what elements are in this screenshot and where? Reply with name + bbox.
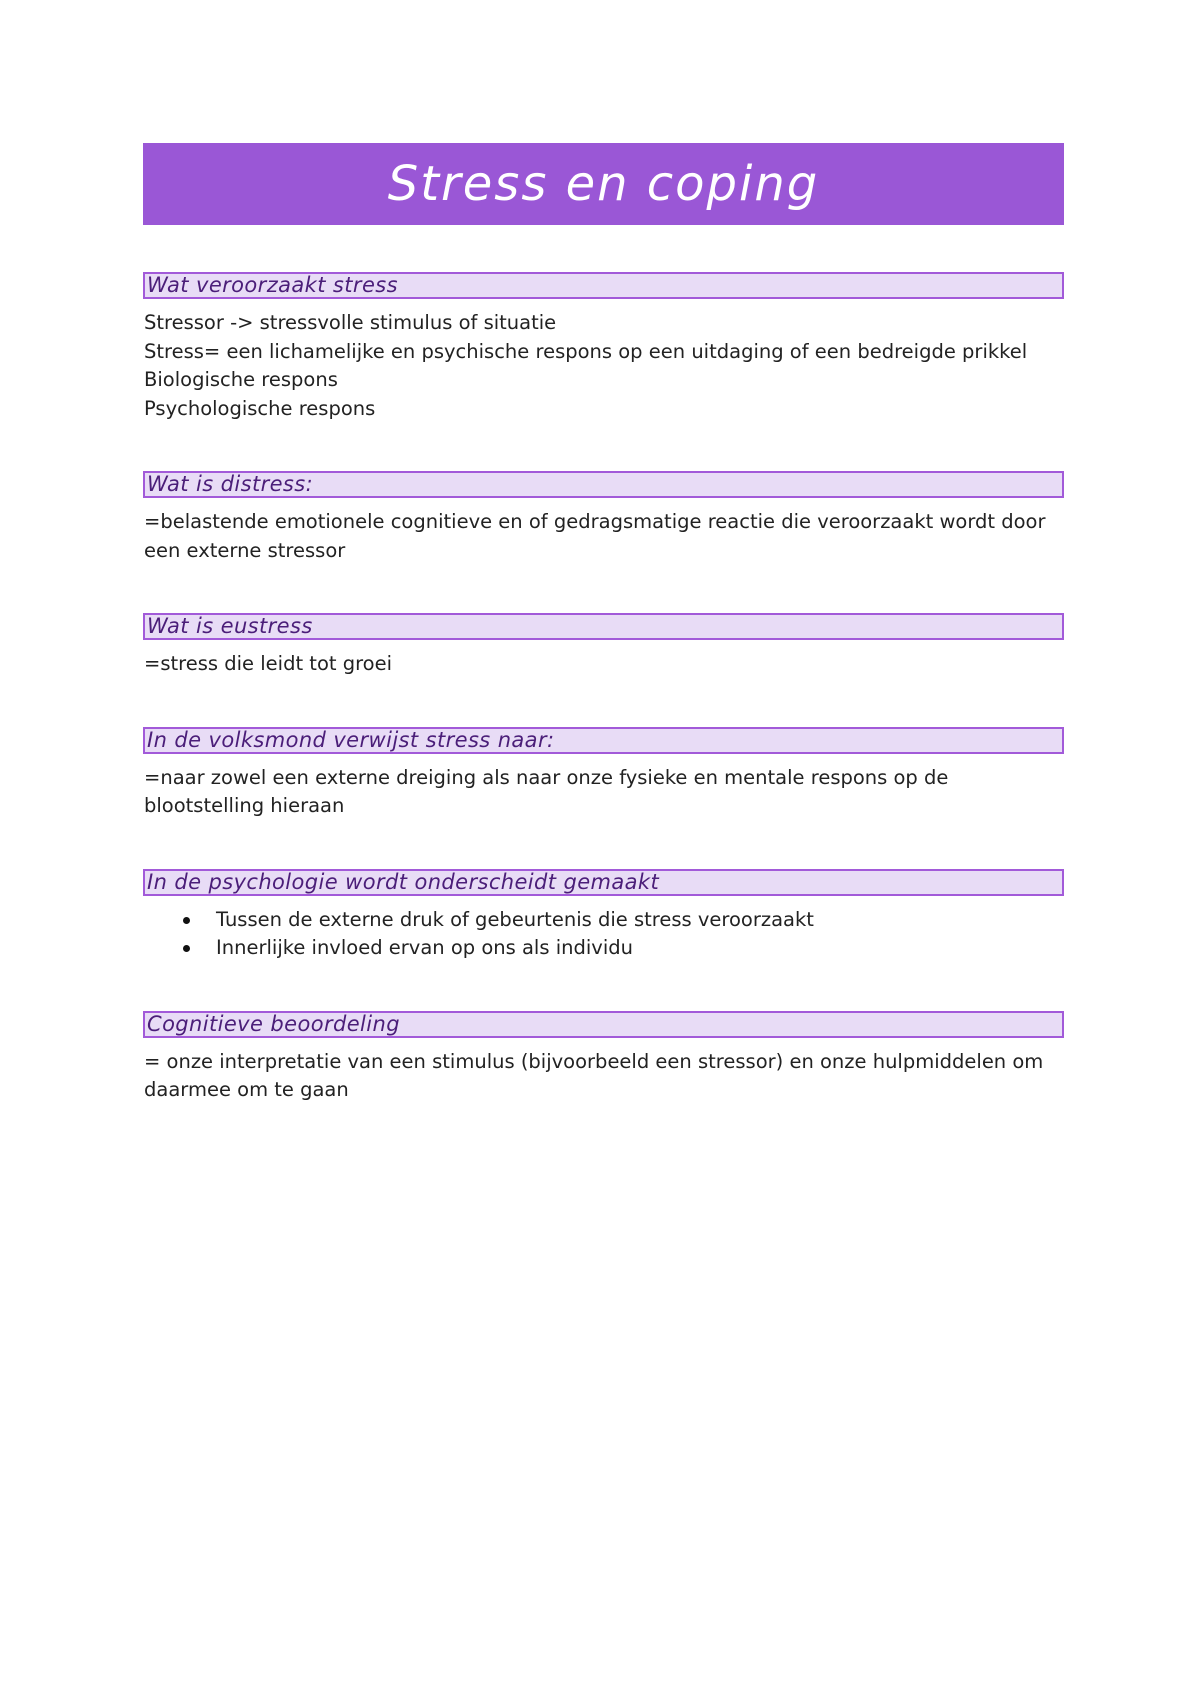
- body-line: Stress= een lichamelijke en psychische respons op een uitdaging of een bedreigde prikkel: [144, 339, 1028, 363]
- body-line: Stressor -> stressvolle stimulus of situatie: [144, 311, 557, 334]
- bullet-icon: [183, 917, 190, 924]
- section-heading: [143, 613, 1064, 640]
- section-heading-text: Wat is eustress: [147, 614, 313, 638]
- body-line: Psychologische respons: [144, 396, 376, 420]
- body-line: Biologische respons: [144, 368, 338, 391]
- list-item: [143, 906, 1064, 935]
- section-heading-text: Cognitieve beoordeling: [147, 1011, 400, 1036]
- section-heading: [143, 471, 1064, 498]
- section-body: [143, 508, 1064, 565]
- section-body: [143, 764, 1064, 821]
- section-wat-is-eustress: [143, 613, 1064, 679]
- section-heading-text: In de volksmond verwijst stress naar:: [147, 727, 555, 752]
- body-line: =naar zowel een externe dreiging als naar onze fysieke en mentale respons op de blootstelling hieraan: [144, 765, 949, 817]
- list-item-text: Innerlijke invloed ervan op ons als individu: [216, 936, 633, 959]
- document-title: Stress en coping: [387, 156, 820, 212]
- section-heading-text: Wat is distress:: [147, 472, 314, 496]
- section-heading: [143, 272, 1064, 299]
- section-volksmond: [143, 727, 1064, 821]
- body-line: =stress die leidt tot groei: [144, 652, 393, 675]
- section-body: [143, 309, 1064, 423]
- bullet-list: [143, 906, 1064, 963]
- section-heading-text: In de psychologie wordt onderscheidt gemaakt: [147, 869, 660, 894]
- section-wat-is-distress: [143, 471, 1064, 565]
- section-wat-veroorzaakt-stress: [143, 272, 1064, 423]
- section-cognitieve-beoordeling: [143, 1011, 1064, 1105]
- list-item: [143, 934, 1064, 963]
- section-body: [143, 650, 1064, 679]
- body-line: = onze interpretatie van een stimulus (bijvoorbeeld een stressor) en onze hulpmiddelen om daarmee om te gaan: [144, 1049, 1044, 1101]
- section-body: [143, 1048, 1064, 1105]
- section-heading-text: Wat veroorzaakt stress: [147, 273, 398, 297]
- bullet-icon: [183, 945, 190, 952]
- title-banner: [143, 143, 1064, 225]
- body-line: =belastende emotionele cognitieve en of gedragsmatige reactie die veroorzaakt wordt door een externe stressor: [144, 510, 1046, 562]
- section-heading: [143, 869, 1064, 896]
- section-heading: [143, 727, 1064, 754]
- document-page: [143, 143, 1064, 1105]
- list-item-text: Tussen de externe druk of gebeurtenis die stress veroorzaakt: [216, 907, 814, 931]
- section-heading: [143, 1011, 1064, 1038]
- section-psychologie-onderscheid: [143, 869, 1064, 963]
